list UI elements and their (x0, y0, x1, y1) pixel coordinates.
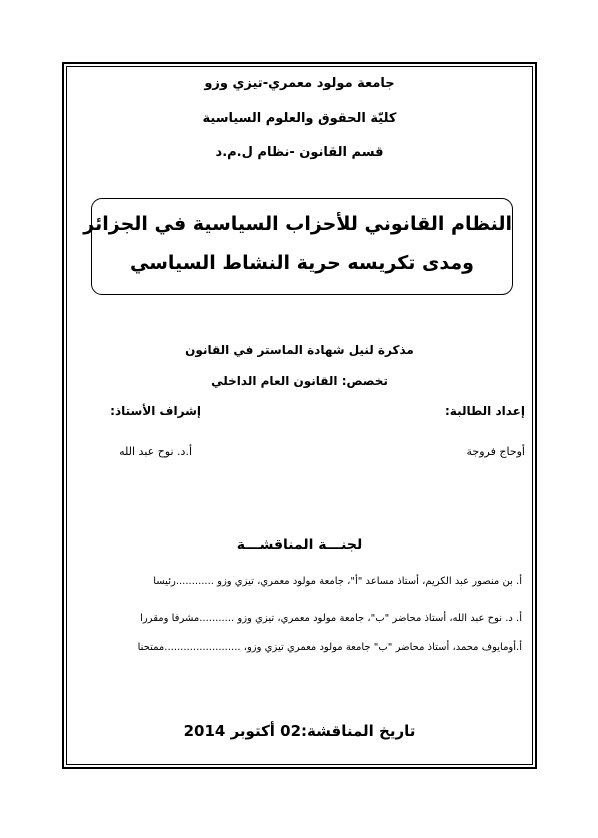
student-name: أوحاج فروجة (466, 445, 525, 458)
department-name: قسم القانون -نظام ل.م.د (215, 145, 384, 160)
defense-date: تاريخ المناقشة:02 أكتوبر 2014 (183, 722, 416, 740)
thesis-title-line-1: النظام القانوني للأحزاب السياسية في الجزائر (83, 213, 512, 235)
committee-member-3: أ.أومايوف محمد، أستاذ محاضر "ب" جامعة مولود معمري تيزي وزو، ........................ممتحنا (137, 642, 522, 653)
committee-member-2: أ. د. نوح عبد الله، أستاذ محاضر "ب"، جامعة مولود معمري، تيزي وزو ...........مشرفا ومقررا (140, 613, 522, 624)
faculty-name: كليّة الحقوق والعلوم السياسية (202, 111, 397, 126)
thesis-title-box (83, 198, 513, 295)
university-name: جامعة مولود معمري-تيزي وزو (204, 76, 395, 91)
prepared-by-label: إعداد الطالبة: (445, 404, 525, 418)
supervised-by-label: إشراف الأستاذ: (110, 404, 201, 418)
specialty: تخصص: القانون العام الداخلي (211, 374, 388, 388)
thesis-title-line-2: ومدى تكريسه حرية النشاط السياسي (130, 252, 474, 274)
committee-member-1: أ. بن منصور عبد الكريم، أستاذ مساعد "أ"، جامعة مولود معمري، تيزي وزو ............رئيسا (153, 576, 522, 587)
committee-title: لجنـــة المناقشـــة (236, 537, 363, 553)
degree-statement: مذكرة لنيل شهادة الماستر في القانون (185, 343, 414, 357)
supervisor-name: أ.د. نوح عبد الله (119, 445, 192, 458)
